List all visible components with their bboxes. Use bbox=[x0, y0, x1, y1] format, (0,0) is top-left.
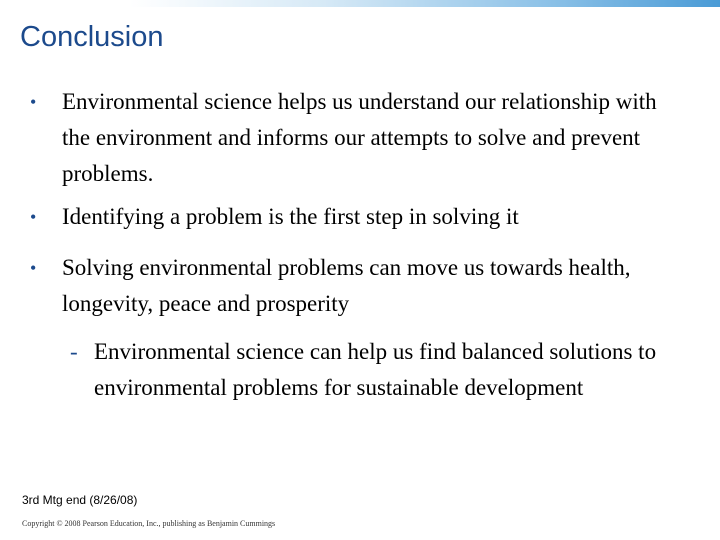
top-accent-bar bbox=[0, 0, 720, 7]
bullet-text: Identifying a problem is the first step in solving it bbox=[62, 204, 519, 229]
sub-bullet-text: Environmental science can help us find balanced solutions to environmental problems for sustainable development bbox=[94, 339, 657, 400]
sub-bullet-marker: - bbox=[70, 339, 78, 364]
meeting-note: 3rd Mtg end (8/26/08) bbox=[22, 493, 138, 507]
bullet-marker: • bbox=[30, 92, 37, 112]
bullet-text: Solving environmental problems can move us towards health, longevity, peace and prosperity bbox=[62, 255, 631, 316]
sub-bullet-item bbox=[70, 334, 690, 406]
slide-title: Conclusion bbox=[20, 21, 164, 53]
copyright-footer: Copyright © 2008 Pearson Education, Inc., publishing as Benjamin Cummings bbox=[22, 519, 276, 528]
bullet-item bbox=[28, 250, 688, 322]
bullet-text: Environmental science helps us understand our relationship with the environment and informs our attempts to solve and prevent problems. bbox=[62, 89, 657, 186]
bullet-item bbox=[28, 199, 688, 235]
bullet-marker: • bbox=[30, 207, 37, 227]
bullet-marker: • bbox=[30, 258, 37, 278]
bullet-item bbox=[28, 84, 688, 192]
